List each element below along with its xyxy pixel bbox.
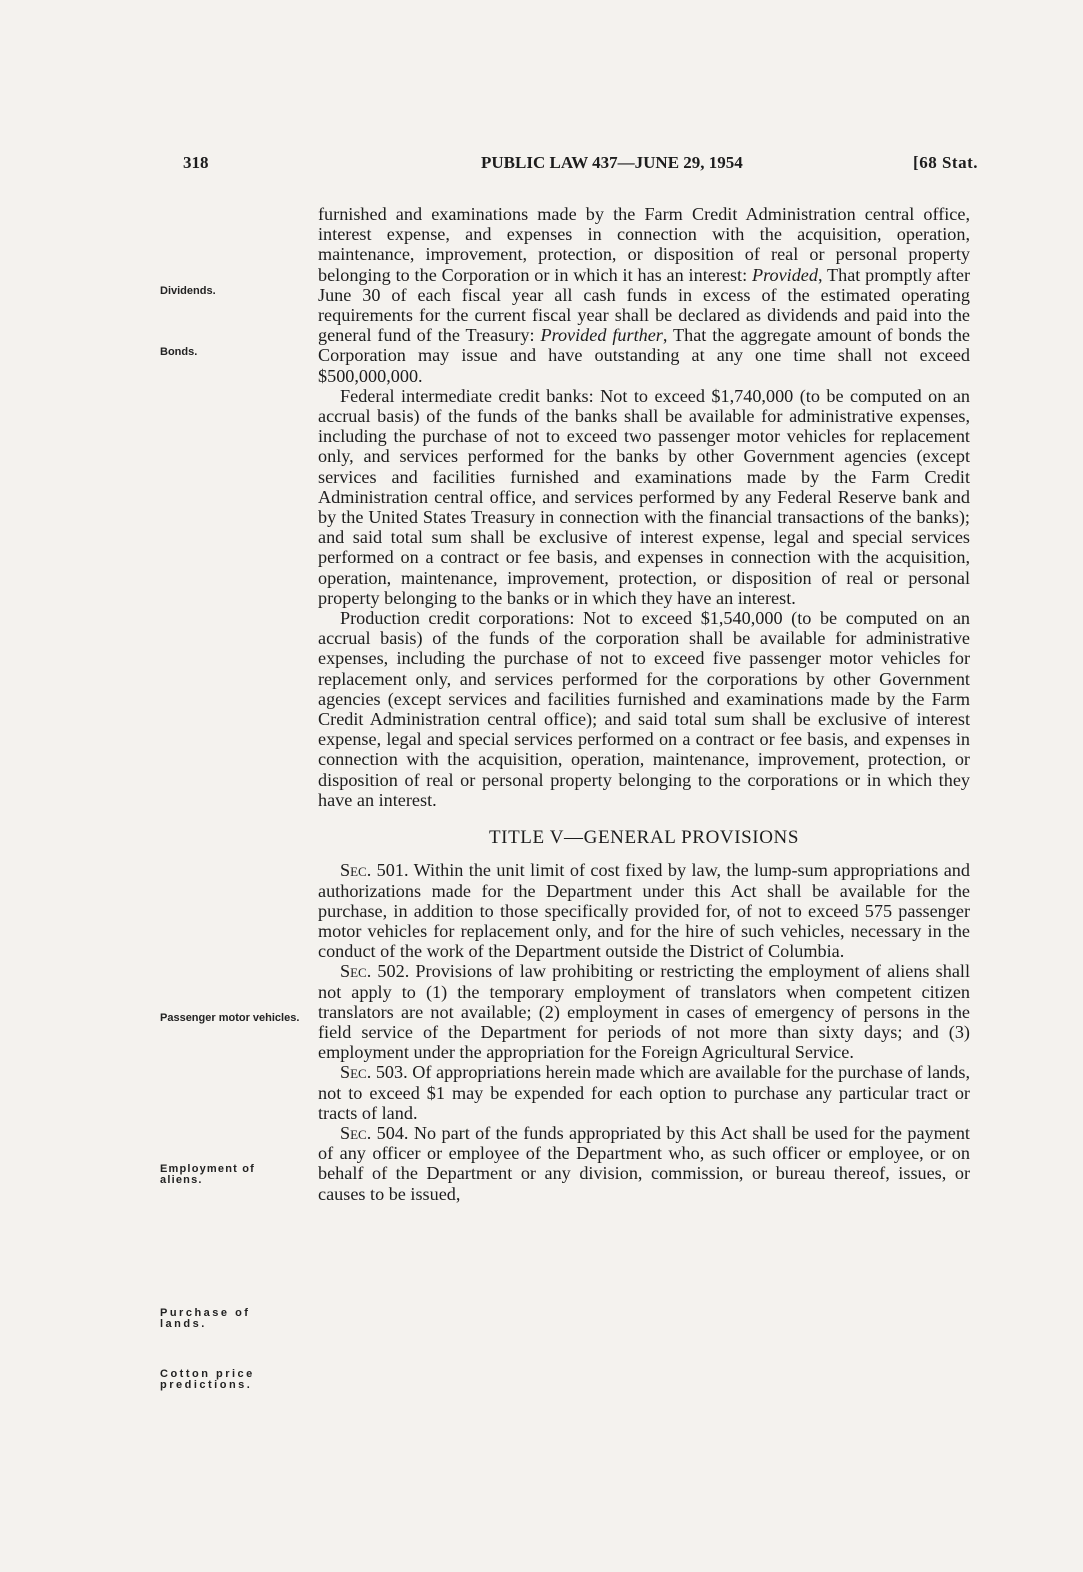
margin-note-passenger-motor-vehicles: Passenger motor vehicles. — [160, 1012, 300, 1024]
sec501-label: Sec. 501. — [340, 860, 409, 881]
sec503-text: Of appropriations herein made which are available for the purchase of lands, not to exceed $1 may be expended for each option to purchase any particular tract or tracts of land. — [318, 1062, 970, 1123]
running-title: PUBLIC LAW 437—JUNE 29, 1954 — [481, 153, 743, 172]
margin-note-cotton-price-predictions: Cotton price predictions. — [160, 1368, 255, 1391]
section-501 — [318, 860, 970, 961]
section-504 — [318, 1123, 970, 1204]
margin-note-employment-of-aliens: Employment of aliens. — [160, 1163, 256, 1186]
sec501-text: Within the unit limit of cost fixed by law, the lump-sum appropriations and authorizations made for the Department under this Act shall be available for the purchase, in addition to those specifically provided for, of not to exceed 575 passenger motor vehicles for replacement only, and for the hire of such vehicles, necessary in the conduct of the work of the Department outside the District of Columbia. — [318, 860, 970, 962]
sec503-label: Sec. 503. — [340, 1062, 408, 1083]
sec502-text: Provisions of law prohibiting or restricting the employment of aliens shall not apply to (1) the temporary employment of translators when competent citizen translators are not available; (2) employment in cases of emergency of persons in the field service of the Department for periods of not more than sixty days; and (3) employment under the appropriation for the Foreign Agricultural Service. — [318, 961, 970, 1063]
margin-note-bonds: Bonds. — [160, 346, 198, 358]
para1-provided-further: Provided further — [540, 325, 663, 346]
sec504-label: Sec. 504. — [340, 1122, 409, 1143]
paragraph-federal-intermediate-credit-banks: Federal intermediate credit banks: Not to exceed $1,740,000 (to be computed on an accrual basis) of the funds of the banks shall be available for administrative expenses, including the purchase of not to exceed two passenger motor vehicles for replacement only, and services performed for the banks by other Government agencies (except services and facilities furnished and examinations made by the Farm Credit Administration central office, and services performed by any Federal Reserve bank and by the United States Treasury in connection with the financial transactions of the banks); and said total sum shall be exclusive of interest expense, legal and special services performed on a contract or fee basis, and expenses in connection with the acquisition, operation, maintenance, improvement, protection, or disposition of real or personal property belonging to the banks or in which they have an interest. — [318, 385, 970, 608]
para1-text-a: furnished and examinations made by the Farm Credit Administration central office, interest expense, and expenses in connection with the acquisition, operation, maintenance, improvement, protection, or disposition of real or personal property belonging to the Corporation or in which it has an interest: — [318, 204, 970, 285]
page-header — [183, 153, 978, 181]
page-number: 318 — [183, 153, 209, 172]
section-502 — [318, 961, 970, 1062]
para1-text-c: , That the aggregate amount of bonds the Corporation may issue and have outstanding at any one time shall not exceed $500,000,000. — [318, 325, 970, 386]
paragraph-production-credit-corporations: Production credit corporations: Not to exceed $1,540,000 (to be computed on an accrual basis) of the funds of the corporation shall be available for administrative expenses, including the purchase of not to exceed five passenger motor vehicles for replacement only, and services performed for the corporations by other Government agencies (except services and facilities furnished and examinations made by the Farm Credit Administration central office); and said total sum shall be exclusive of interest expense, legal and special services performed on a contract or fee basis, and expenses in connection with the acquisition, operation, maintenance, improvement, protection, or disposition of real or personal property belonging to the corporations or in which they have an interest. — [318, 608, 970, 810]
sec502-label: Sec. 502. — [340, 961, 410, 982]
statute-reference: [68 Stat. — [913, 153, 978, 172]
margin-note-dividends: Dividends. — [160, 285, 216, 297]
body-text — [318, 204, 970, 1204]
para1-text-b: , That promptly after June 30 of each fiscal year all cash funds in excess of the estimated operating requirements for the current fiscal year shall be declared as dividends and paid into the general fund of the Treasury: — [318, 264, 970, 346]
para1-provided: Provided — [751, 264, 818, 285]
paragraph-continuation — [318, 204, 970, 386]
sec504-text: No part of the funds appropriated by this Act shall be used for the payment of any officer or employee of the Department who, as such officer or employee, or on behalf of the Department or any division, commission, or bureau thereof, issues, or causes to be issued, — [318, 1122, 970, 1204]
margin-note-purchase-of-lands: Purchase of lands. — [160, 1307, 251, 1330]
section-503 — [318, 1062, 970, 1123]
title-v-heading: TITLE V—GENERAL PROVISIONS — [488, 827, 800, 849]
